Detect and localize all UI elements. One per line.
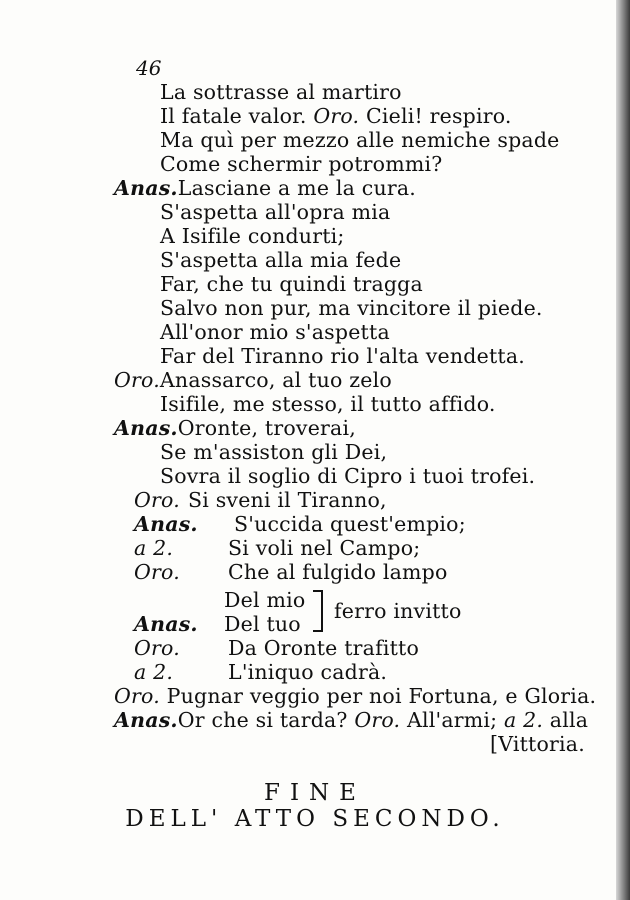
verse-line: Come schermir potrommi? bbox=[160, 152, 443, 176]
act-end-heading: DELL' ATTO SECONDO. bbox=[125, 806, 505, 832]
verse-line: a 2. Si voli nel Campo; bbox=[134, 536, 421, 560]
verse-line: A Isifile condurti; bbox=[160, 224, 345, 248]
verse-line: Anas.Oronte, troverai, bbox=[114, 416, 356, 440]
verse-line: Anas.Or che si tarda? Oro. All'armi; a 2. alla bbox=[114, 708, 589, 732]
verse-line: Sovra il soglio di Cipro i tuoi trofei. bbox=[160, 464, 536, 488]
verse-line: ferro invitto bbox=[334, 599, 462, 623]
verse-line: All'onor mio s'aspetta bbox=[160, 320, 390, 344]
verse-line: Far del Tiranno rio l'alta vendetta. bbox=[160, 344, 525, 368]
verse-line: Oro. Da Oronte trafitto bbox=[134, 636, 420, 660]
verse-line: Il fatale valor. Oro. Cieli! respiro. bbox=[160, 104, 512, 128]
verse-line: Oro. Pugnar veggio per noi Fortuna, e Gloria. bbox=[114, 684, 597, 708]
speaker-label: a 2. bbox=[503, 708, 544, 732]
verse-line: [Vittoria. bbox=[490, 732, 585, 756]
speaker-label: Anas. bbox=[114, 176, 178, 200]
verse-line: a 2. L'iniquo cadrà. bbox=[134, 660, 388, 684]
speaker-label: Anas. bbox=[114, 416, 178, 440]
speaker-label: Anas. bbox=[134, 612, 198, 636]
speaker-label: Oro. bbox=[134, 636, 180, 660]
page-number: 46 bbox=[136, 56, 162, 80]
verse-line: Anas. Del tuo bbox=[134, 612, 301, 636]
speaker-label: Oro. bbox=[313, 104, 360, 128]
verse-line: Se m'assiston gli Dei, bbox=[160, 440, 388, 464]
verse-line: Oro. Si sveni il Tiranno, bbox=[134, 488, 387, 512]
verse-line: La sottrasse al martiro bbox=[160, 80, 402, 104]
speaker-label: Oro. bbox=[354, 708, 401, 732]
verse-line: Oro.Anassarco, al tuo zelo bbox=[114, 368, 392, 392]
bracket-brace bbox=[313, 590, 323, 632]
fine-heading: FINE bbox=[264, 780, 366, 806]
speaker-label: Anas. bbox=[134, 512, 198, 536]
speaker-label: Oro. bbox=[134, 488, 180, 512]
verse-line: Isifile, me stesso, il tutto affido. bbox=[160, 392, 496, 416]
speaker-label: Oro. bbox=[114, 368, 160, 392]
speaker-label: a 2. bbox=[134, 536, 174, 560]
verse-line: S'aspetta all'opra mia bbox=[160, 200, 391, 224]
speaker-label: a 2. bbox=[134, 660, 174, 684]
speaker-label: Oro. bbox=[134, 560, 180, 584]
speaker-label: Oro. bbox=[114, 684, 160, 708]
verse-line: Oro. Che al fulgido lampo bbox=[134, 560, 448, 584]
verse-line: Del mio bbox=[224, 588, 306, 612]
speaker-label: Anas. bbox=[114, 708, 178, 732]
verse-line: Anas.Lasciane a me la cura. bbox=[114, 176, 416, 200]
verse-line: Salvo non pur, ma vincitore il piede. bbox=[160, 296, 543, 320]
book-spine-shadow bbox=[616, 0, 630, 900]
verse-line: Ma quì per mezzo alle nemiche spade bbox=[160, 128, 560, 152]
verse-line: Anas. S'uccida quest'empio; bbox=[134, 512, 466, 536]
verse-line: S'aspetta alla mia fede bbox=[160, 248, 402, 272]
verse-line: Far, che tu quindi tragga bbox=[160, 272, 423, 296]
